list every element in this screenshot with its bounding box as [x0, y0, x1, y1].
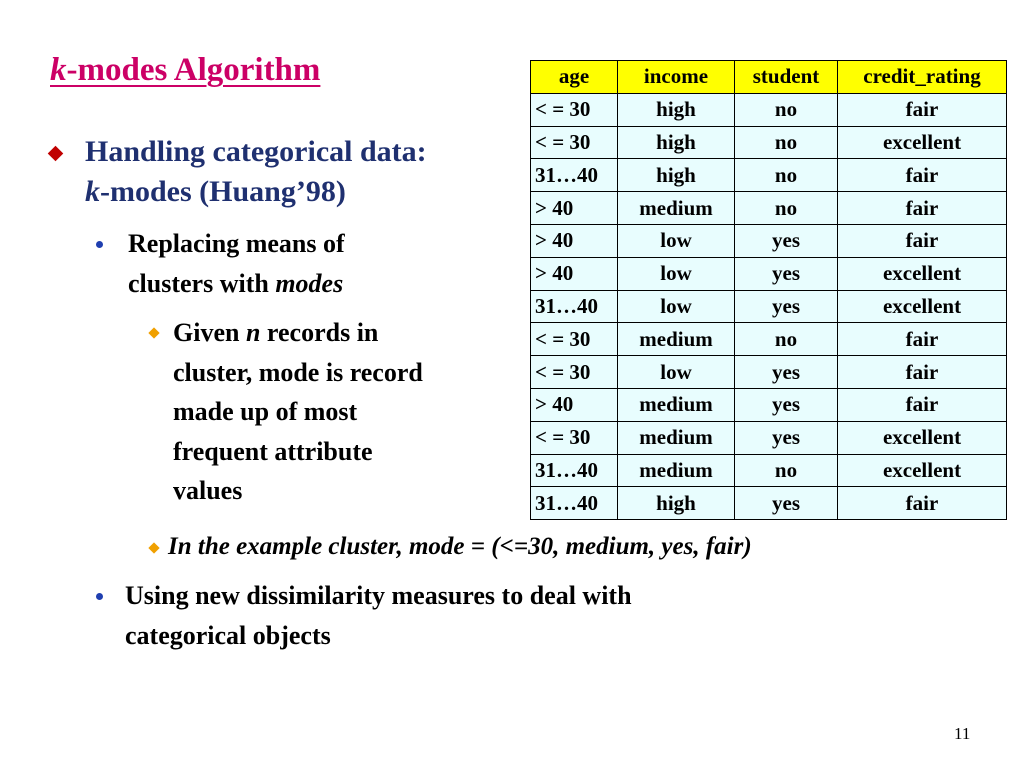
cell-income: high	[618, 159, 735, 192]
replacing-means-text	[128, 224, 345, 304]
title-rest: -modes Algorithm	[66, 52, 321, 88]
cell-age: > 40	[531, 224, 618, 257]
header-student: student	[735, 61, 838, 94]
page-number: 11	[954, 724, 971, 743]
header-credit-rating: credit_rating	[838, 61, 1007, 94]
blue-dot-bullet-icon	[96, 241, 103, 248]
cell-credit-rating: fair	[838, 356, 1007, 389]
cell-income: high	[618, 93, 735, 126]
table-row	[531, 487, 1007, 520]
replacing-line1: Replacing means of	[128, 229, 345, 258]
cell-income: high	[618, 126, 735, 159]
cell-student: yes	[735, 356, 838, 389]
n-italic: n	[245, 318, 261, 347]
cell-credit-rating: fair	[838, 93, 1007, 126]
cell-income: low	[618, 290, 735, 323]
cell-credit-rating: fair	[838, 323, 1007, 356]
cell-credit-rating: fair	[838, 388, 1007, 421]
orange-diamond-bullet-icon	[148, 327, 159, 338]
table-body	[531, 93, 1007, 519]
orange-diamond-bullet-icon	[148, 542, 159, 553]
replacing-line2-prefix: clusters with	[128, 269, 276, 298]
bullet-replacing-means	[96, 224, 345, 304]
bullet-handling-text	[85, 132, 427, 212]
table-row	[531, 93, 1007, 126]
cell-age: > 40	[531, 257, 618, 290]
bullet-dissimilarity	[96, 576, 632, 656]
table-row	[531, 192, 1007, 225]
table-row	[531, 290, 1007, 323]
table-row	[531, 224, 1007, 257]
cell-age: > 40	[531, 192, 618, 225]
cell-student: yes	[735, 224, 838, 257]
bullet-given-n-records	[150, 313, 423, 511]
dissimilarity-line1: Using new dissimilarity measures to deal with	[125, 581, 632, 610]
red-diamond-bullet-icon	[48, 146, 64, 162]
table-row	[531, 257, 1007, 290]
bullet-example-mode	[150, 533, 752, 561]
cell-age: < = 30	[531, 421, 618, 454]
table-row	[531, 454, 1007, 487]
example-mode-text: In the example cluster, mode = (<=30, medium, yes, fair)	[168, 533, 752, 560]
kmodes-huang: -modes (Huang’98)	[100, 175, 346, 208]
cell-student: yes	[735, 257, 838, 290]
example-cluster-table	[530, 60, 1007, 520]
cell-age: > 40	[531, 388, 618, 421]
cell-income: medium	[618, 421, 735, 454]
table-row	[531, 421, 1007, 454]
cell-age: < = 30	[531, 93, 618, 126]
cell-income: medium	[618, 388, 735, 421]
cell-income: low	[618, 224, 735, 257]
cell-credit-rating: excellent	[838, 421, 1007, 454]
table-header-row	[531, 61, 1007, 94]
cell-credit-rating: fair	[838, 487, 1007, 520]
given-suffix: records in	[260, 318, 379, 347]
header-age: age	[531, 61, 618, 94]
cell-income: high	[618, 487, 735, 520]
replacing-line2	[128, 264, 345, 304]
cell-credit-rating: fair	[838, 192, 1007, 225]
cell-student: no	[735, 454, 838, 487]
cell-student: yes	[735, 421, 838, 454]
cell-age: 31…40	[531, 290, 618, 323]
slide-title	[50, 52, 320, 89]
given-line2: cluster, mode is record	[173, 357, 423, 387]
cell-credit-rating: fair	[838, 159, 1007, 192]
bullet-handling-line1: Handling categorical data:	[85, 135, 427, 168]
bullet-handling-categorical	[50, 132, 427, 212]
cell-student: yes	[735, 290, 838, 323]
cell-income: medium	[618, 323, 735, 356]
cell-credit-rating: excellent	[838, 126, 1007, 159]
cell-student: no	[735, 159, 838, 192]
cell-income: low	[618, 356, 735, 389]
cell-credit-rating: fair	[838, 224, 1007, 257]
bullet-handling-line2	[85, 172, 427, 212]
table-row	[531, 356, 1007, 389]
table-row	[531, 159, 1007, 192]
cell-income: low	[618, 257, 735, 290]
cell-age: < = 30	[531, 323, 618, 356]
cell-student: no	[735, 192, 838, 225]
cell-student: no	[735, 93, 838, 126]
cell-credit-rating: excellent	[838, 257, 1007, 290]
given-line1	[173, 313, 423, 353]
table-row	[531, 126, 1007, 159]
given-line4: frequent attribute	[173, 436, 373, 466]
header-income: income	[618, 61, 735, 94]
cell-student: no	[735, 323, 838, 356]
dissimilarity-text	[125, 576, 632, 656]
kmodes-italic-k: k	[85, 175, 100, 208]
table-row	[531, 323, 1007, 356]
cell-student: yes	[735, 487, 838, 520]
cell-age: < = 30	[531, 356, 618, 389]
modes-italic: modes	[275, 269, 344, 298]
cell-credit-rating: excellent	[838, 454, 1007, 487]
title-italic-k: k	[50, 52, 67, 88]
given-line3: made up of most	[173, 397, 358, 426]
cell-credit-rating: excellent	[838, 290, 1007, 323]
given-n-text	[173, 313, 423, 511]
given-line5: values	[173, 476, 243, 505]
dissimilarity-line2: categorical objects	[125, 621, 331, 650]
cell-student: no	[735, 126, 838, 159]
given-prefix: Given	[173, 318, 246, 347]
cell-income: medium	[618, 454, 735, 487]
cell-age: 31…40	[531, 454, 618, 487]
cell-age: 31…40	[531, 487, 618, 520]
cell-student: yes	[735, 388, 838, 421]
table-row	[531, 388, 1007, 421]
blue-dot-bullet-icon	[96, 593, 103, 600]
cell-age: < = 30	[531, 126, 618, 159]
cell-age: 31…40	[531, 159, 618, 192]
cell-income: medium	[618, 192, 735, 225]
